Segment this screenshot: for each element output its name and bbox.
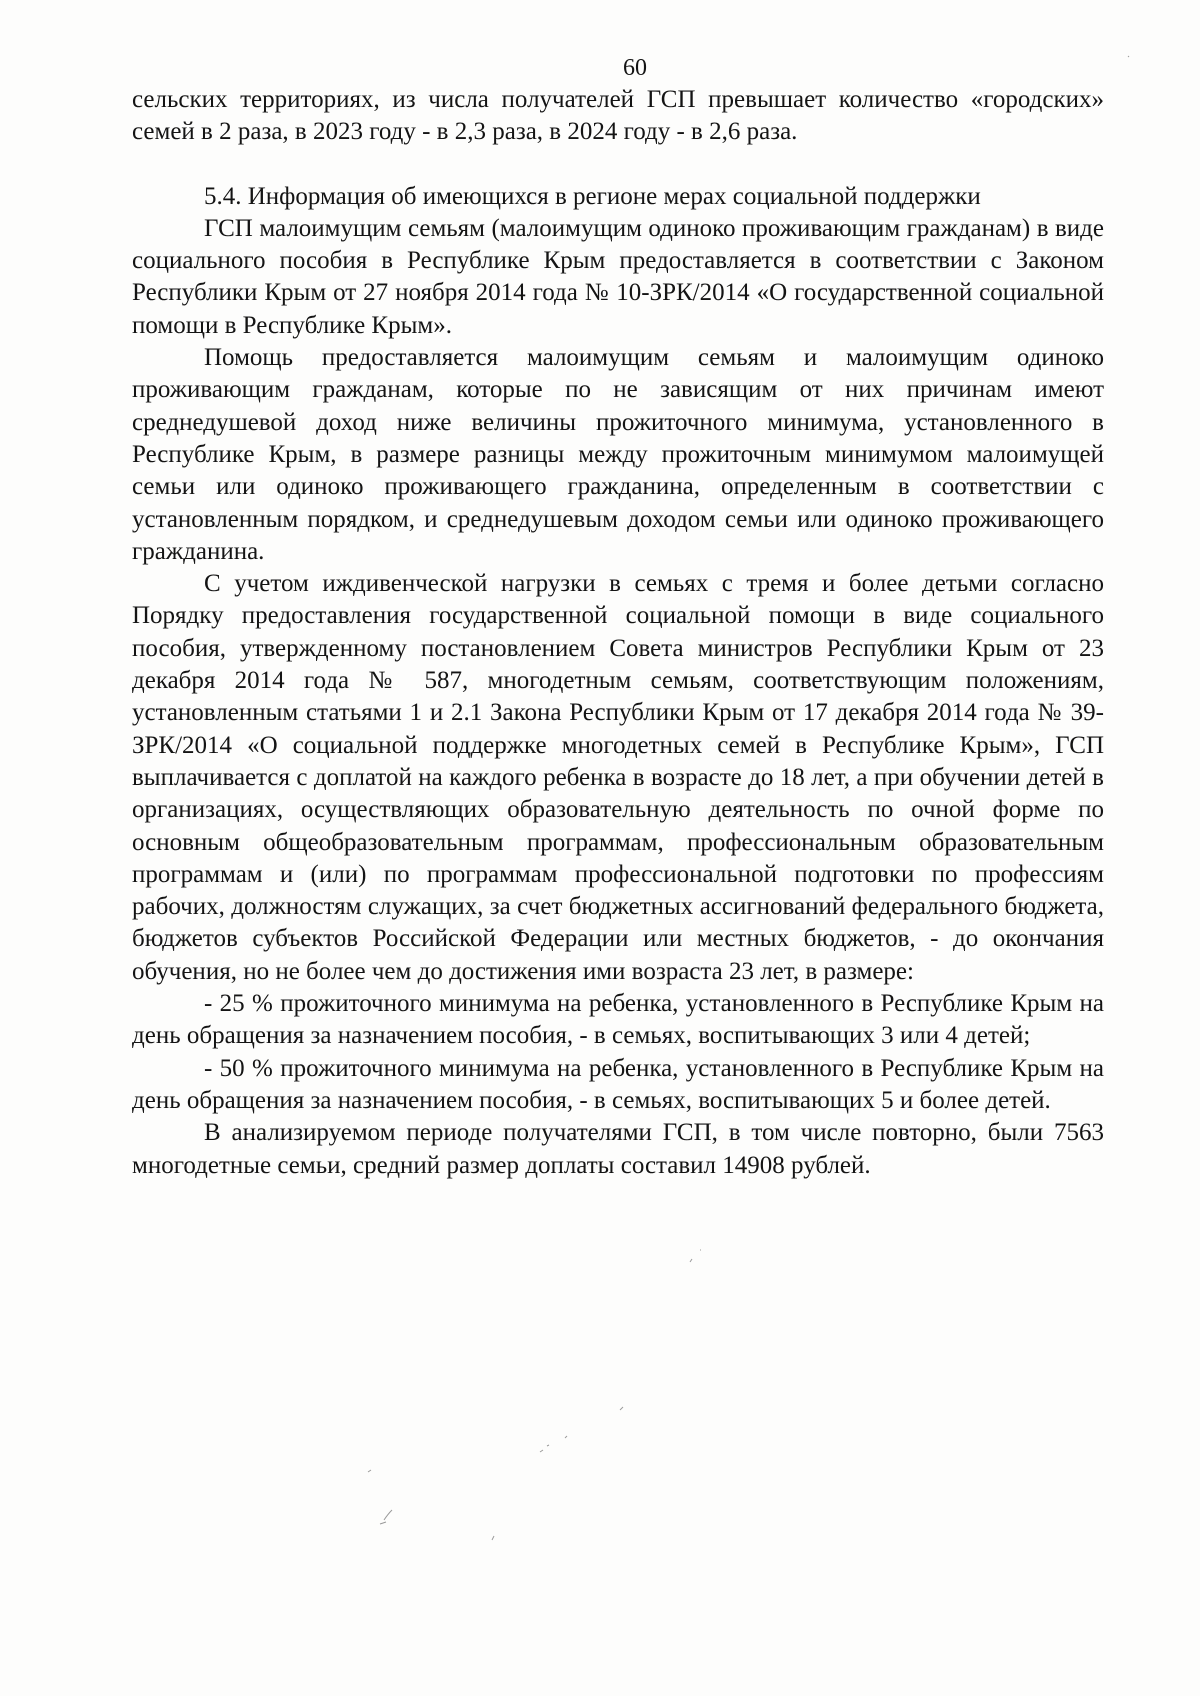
paragraph-analysis: В анализируемом периоде получателями ГСП, в том числе повторно, были 7563 многодетные семьи, средний размер доплаты составил 14908 рублей.	[132, 1119, 1104, 1179]
list-item-25-percent: - 25 % прожиточного минимума на ребенка, установленного в Республике Крым на день обращения за назначением пособия, - в семьях, воспитывающих 3 или 4 детей;	[132, 990, 1104, 1050]
paragraph-assistance: Помощь предоставляется малоимущим семьям и малоимущим одиноко проживающим гражданам, которые по не зависящим от них причинам имеют среднедушевой доход ниже величины прожиточного минимума, установленного в Республике Крым, в размере разницы между прожиточным минимумом малоимущей семьи или одиноко проживающего гражданина, определенным в соответствии с установленным порядком, и среднедушевым доходом семьи или одиноко проживающего гражданина.	[132, 344, 1104, 565]
section-heading: 5.4. Информация об имеющихся в регионе мерах социальной поддержки	[204, 182, 981, 210]
paragraph-gsp-basis: ГСП малоимущим семьям (малоимущим одиноко проживающим гражданам) в виде социального пособия в Республике Крым предоставляется в соответствии с Законом Республики Крым от 27 ноября 2014 года № 10-ЗРК/2014 «О государственной социальной помощи в Республике Крым».	[132, 214, 1104, 339]
paragraph-large-families: С учетом иждивенческой нагрузки в семьях с тремя и более детьми согласно Порядку предоставления государственной социальной помощи в виде социального пособия, утвержденному постановлением Совета министров Республики Крым от 23 декабря 2014 года № 587, многодетным семьям, соответствующим положениям, установленным статьями 1 и 2.1 Закона Республики Крым от 17 декабря 2014 года № 39-ЗРК/2014 «О социальной поддержке многодетных семей в Республике Крым», ГСП выплачивается с доплатой на каждого ребенка в возрасте до 18 лет, а при обучении детей в организациях, осуществляющих образовательную деятельность по очной форме по основным общеобразовательным программам, профессиональным образовательным программам и (или) по программам профессиональной подготовки по профессиям рабочих, должностям служащих, за счет бюджетных ассигнований федерального бюджета, бюджетов субъектов Российской Федерации или местных бюджетов, - до окончания обучения, но не более чем до достижения ими возраста 23 лет, в размере:	[132, 570, 1104, 985]
list-item-50-percent: - 50 % прожиточного минимума на ребенка, установленного в Республике Крым на день обращения за назначением пособия, - в семьях, воспитывающих 5 и более детей.	[132, 1054, 1104, 1114]
document-body	[132, 84, 1104, 1182]
paragraph-continuation: сельских территориях, из числа получателей ГСП превышает количество «городских» семей в 2 раза, в 2023 году - в 2,3 раза, в 2024 году - в 2,6 раза.	[132, 86, 1104, 146]
page-number: 60	[623, 55, 647, 81]
